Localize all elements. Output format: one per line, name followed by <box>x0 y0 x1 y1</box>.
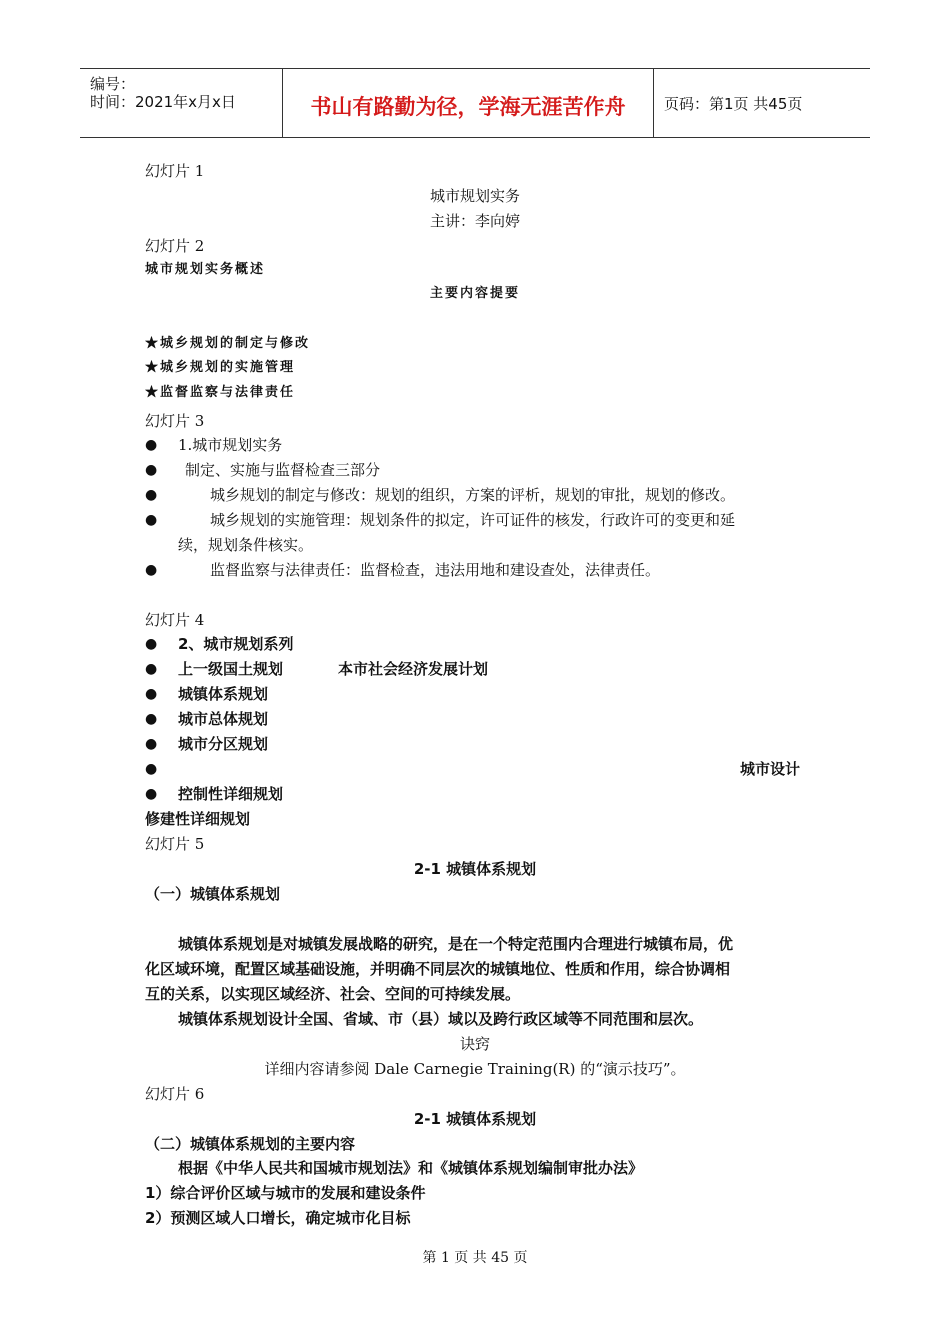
slide-1-title: 城市规划实务 <box>429 187 520 205</box>
slide-4-bullet: 城镇体系规划 <box>178 685 269 703</box>
slide-5-label: 幻灯片 5 <box>145 835 205 853</box>
slide-3-bullet: 1.城市规划实务 <box>178 436 283 454</box>
bullet-icon: ● <box>145 437 158 453</box>
slide-4-bullet: 上一级国土规划 <box>178 660 284 678</box>
slide-2-item: ★城乡规划的制定与修改 <box>145 336 311 351</box>
page-indicator: 页码：第1页 共45页 <box>664 95 803 113</box>
slide-4-bullet: 2、城市规划系列 <box>178 635 294 653</box>
document-date: 时间：2021年x月x日 <box>90 93 236 111</box>
slide-4-bullet: 城市分区规划 <box>178 735 269 753</box>
header-slogan-cell <box>283 69 654 137</box>
bullet-icon: ● <box>145 686 158 702</box>
document-number: 编号： <box>90 75 136 93</box>
slide-3-bullet: 制定、实施与监督检查三部分 <box>185 461 381 479</box>
header-page-cell <box>654 69 870 137</box>
slide-6-section: （二）城镇体系规划的主要内容 <box>145 1135 356 1153</box>
slide-6-title: 2-1 城镇体系规划 <box>413 1110 537 1128</box>
slogan: 书山有路勤为径，学海无涯苦作舟 <box>310 95 626 119</box>
page-footer: 第 1 页 共 45 页 <box>422 1250 528 1266</box>
bullet-icon: ● <box>145 462 158 478</box>
slide-2-label: 幻灯片 2 <box>145 237 205 255</box>
bullet-icon: ● <box>145 487 158 503</box>
slide-4-bullet: 城市设计 <box>740 760 801 778</box>
header-meta-cell <box>80 69 283 137</box>
slide-3-bullet-cont: 续，规划条件核实。 <box>178 536 314 554</box>
slide-3-label: 幻灯片 3 <box>145 412 205 430</box>
bullet-icon: ● <box>145 562 158 578</box>
slide-5-paragraph: 城镇体系规划是对城镇发展战略的研究，是在一个特定范围内合理进行城镇布局，优 <box>178 935 734 953</box>
slide-6-item: 1）综合评价区域与城市的发展和建设条件 <box>145 1184 426 1202</box>
bullet-icon: ● <box>145 786 158 802</box>
slide-2-item: ★城乡规划的实施管理 <box>145 360 296 375</box>
slide-2-subheading: 主要内容提要 <box>429 286 520 301</box>
slide-6-paragraph: 根据《中华人民共和国城市规划法》和《城镇体系规划编制审批办法》 <box>178 1159 644 1177</box>
bullet-icon: ● <box>145 761 158 777</box>
slide-3-bullet: 城乡规划的实施管理：规划条件的拟定，许可证件的核发，行政许可的变更和延 <box>210 511 736 529</box>
slide-3-bullet: 监督监察与法律责任：监督检查，违法用地和建设查处，法律责任。 <box>210 561 661 579</box>
slide-2-heading: 城市规划实务概述 <box>145 262 266 277</box>
slide-6-label: 幻灯片 6 <box>145 1085 205 1103</box>
slide-5-note-title: 诀窍 <box>459 1035 490 1053</box>
slide-3-bullet: 城乡规划的制定与修改：规划的组织，方案的评析，规划的审批，规划的修改。 <box>210 486 736 504</box>
bullet-icon: ● <box>145 736 158 752</box>
bullet-icon: ● <box>145 512 158 528</box>
slide-2-item: ★监督监察与法律责任 <box>145 385 296 400</box>
bullet-icon: ● <box>145 636 158 652</box>
slide-5-section: （一）城镇体系规划 <box>145 885 281 903</box>
slide-4-bullet: 本市社会经济发展计划 <box>338 660 489 678</box>
slide-5-paragraph: 互的关系，以实现区域经济、社会、空间的可持续发展。 <box>145 985 521 1003</box>
slide-5-title: 2-1 城镇体系规划 <box>413 860 537 878</box>
slide-5-note-text: 详细内容请参阅 Dale Carnegie Training(R) 的“演示技巧”。 <box>264 1060 686 1078</box>
slide-4-label: 幻灯片 4 <box>145 611 205 629</box>
slide-5-paragraph: 化区域环境，配置区域基础设施，并明确不同层次的城镇地位、性质和作用，综合协调相 <box>145 960 731 978</box>
slide-4-bullet: 控制性详细规划 <box>178 785 284 803</box>
slide-4-bullet: 城市总体规划 <box>178 710 269 728</box>
slide-6-item: 2）预测区域人口增长，确定城市化目标 <box>145 1209 411 1227</box>
slide-5-paragraph: 城镇体系规划设计全国、省域、市（县）域以及跨行政区域等不同范围和层次。 <box>178 1010 704 1028</box>
bullet-icon: ● <box>145 661 158 677</box>
slide-1-label: 幻灯片 1 <box>145 162 205 180</box>
page-header <box>80 68 870 138</box>
slide-4-tail: 修建性详细规划 <box>145 810 251 828</box>
bullet-icon: ● <box>145 711 158 727</box>
slide-1-speaker: 主讲：李向婷 <box>429 212 520 230</box>
